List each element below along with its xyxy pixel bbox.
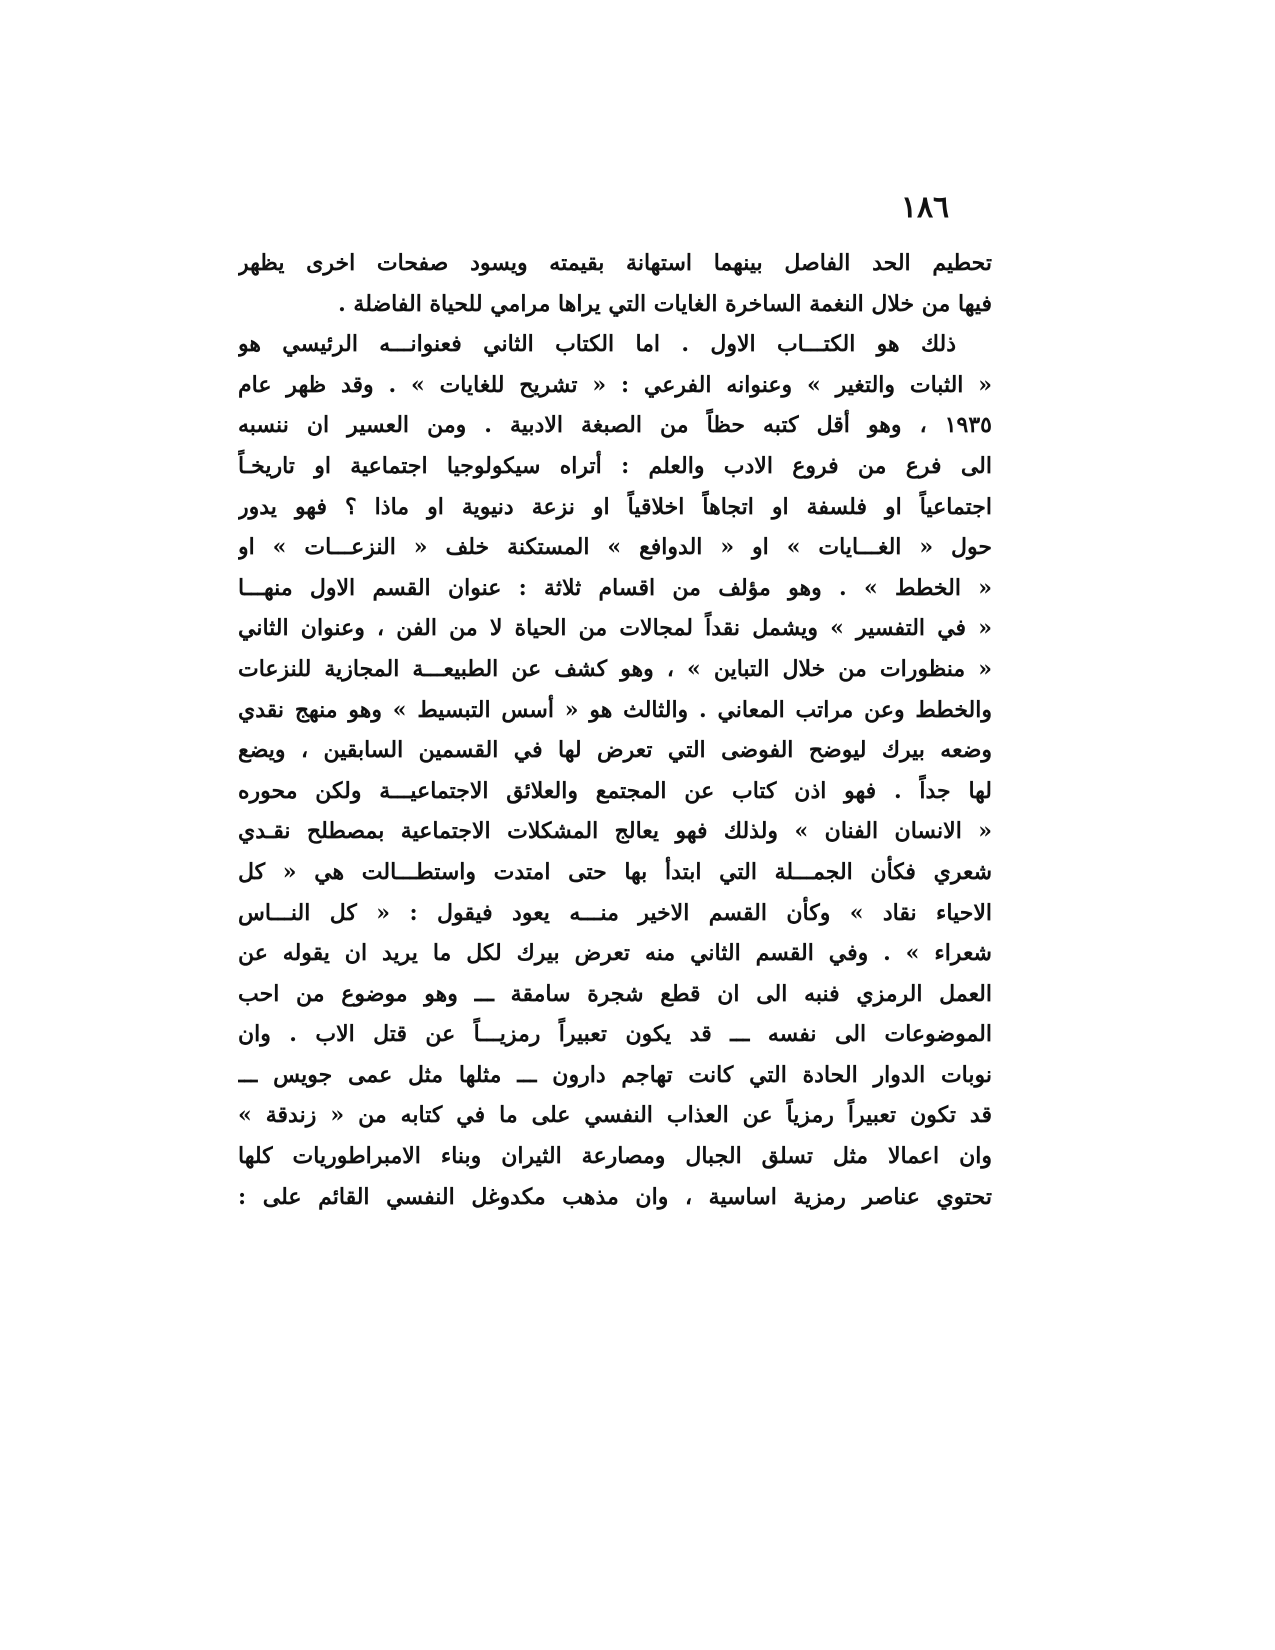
text-line: حول « الغـــايات » او « الدوافع » المستكنة خلف « النزعـــات » او — [238, 534, 992, 561]
text-line: شعري فكأن الجمـــلة التي ابتدأ بها حتى امتدت واستطـــالت هي « كل — [238, 858, 992, 885]
text-line: اجتماعياً او فلسفة او اتجاهاً اخلاقياً او نزعة دنيوية او ماذا ؟ فهو يدور — [238, 493, 992, 520]
text-line: « في التفسير » ويشمل نقداً لمجالات من الحياة لا من الفن ، وعنوان الثاني — [238, 615, 992, 642]
text-line: « الخطط » . وهو مؤلف من اقسام ثلاثة : عنوان القسم الاول منهـــا — [238, 574, 992, 601]
text-line: ذلك هو الكتـــاب الاول . اما الكتاب الثاني فعنوانـــه الرئيسي هو — [238, 331, 956, 358]
body-text — [238, 243, 992, 1217]
text-line: « منظورات من خلال التباين » ، وهو كشف عن الطبيعـــة المجازية للنزعات — [238, 655, 992, 682]
text-line: والخطط وعن مراتب المعاني . والثالث هو « أسس التبسيط » وهو منهج نقدي — [238, 696, 992, 723]
page-number: ١٨٦ — [900, 190, 950, 225]
text-line: ١٩٣٥ ، وهو أقل كتبه حظاً من الصبغة الادبية . ومن العسير ان ننسبه — [238, 412, 992, 439]
text-line: وان اعمالا مثل تسلق الجبال ومصارعة الثيران وبناء الامبراطوريات كلها — [238, 1143, 992, 1170]
text-line: فيها من خلال النغمة الساخرة الغايات التي يراها مرامي للحياة الفاضلة . — [338, 290, 992, 317]
text-line: قد تكون تعبيراً رمزياً عن العذاب النفسي على ما في كتابه من « زندقة » — [238, 1102, 992, 1129]
text-line: تحطيم الحد الفاصل بينهما استهانة بقيمته ويسود صفحات اخرى يظهر — [238, 250, 992, 276]
text-line: « الانسان الفنان » ولذلك فهو يعالج المشكلات الاجتماعية بمصطلح نقـدي — [238, 818, 992, 845]
text-line: العمل الرمزي فنبه الى ان قطع شجرة سامقة ـــ وهو موضوع من احب — [238, 980, 992, 1007]
text-line: الى فرع من فروع الادب والعلم : أتراه سيكولوجيا اجتماعية او تاريخـاً — [238, 452, 992, 479]
text-line: الاحياء نقاد » وكأن القسم الاخير منـــه يعود فيقول : « كل النـــاس — [238, 899, 992, 926]
text-line: تحتوي عناصر رمزية اساسية ، وان مذهب مكدوغل النفسي القائم على : — [238, 1183, 992, 1210]
text-line: « الثبات والتغير » وعنوانه الفرعي : « تشريح للغايات » . وقد ظهر عام — [238, 371, 992, 398]
text-line: شعراء » . وفي القسم الثاني منه تعرض بيرك لكل ما يريد ان يقوله عن — [238, 940, 992, 967]
text-line: الموضوعات الى نفسه ـــ قد يكون تعبيراً رمزيـــاً عن قتل الاب . وان — [238, 1021, 992, 1048]
text-line: نوبات الدوار الحادة التي كانت تهاجم دارون ـــ مثلها مثل عمى جويس ـــ — [238, 1061, 992, 1088]
text-line: لها جداً . فهو اذن كتاب عن المجتمع والعلائق الاجتماعيـــة ولكن محوره — [238, 777, 992, 804]
text-line: وضعه بيرك ليوضح الفوضى التي تعرض لها في القسمين السابقين ، ويضع — [238, 737, 992, 764]
